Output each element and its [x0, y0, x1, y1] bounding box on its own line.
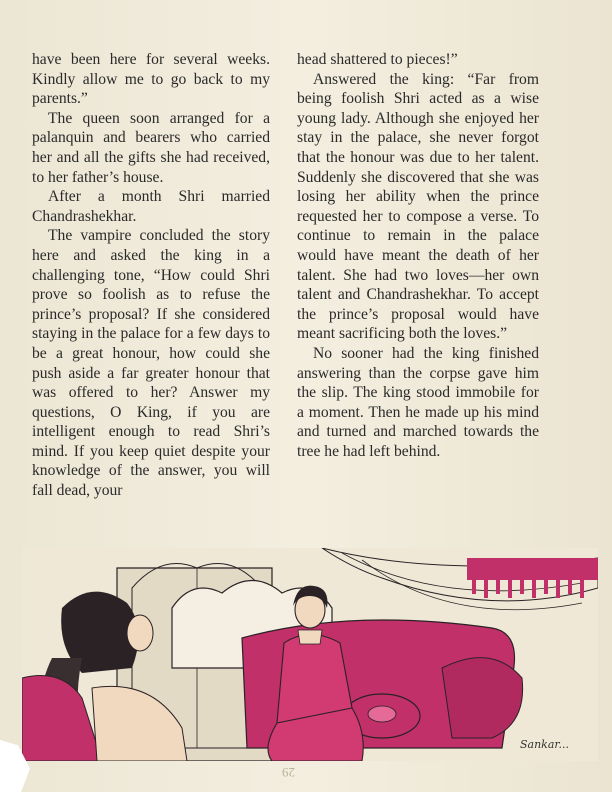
valance: [467, 558, 598, 580]
paragraph: The vampire concluded the story here and asked the king in a challenging tone, “How could Shri prove so foolish as to refuse the prince’s proposal? If she considered staying in the palace for a few days to be a great honour, how could she push aside a far greater honour that was offered to her? Answer my questions, O King, if you are intelligent enough to read Shri’s mind. If you keep quiet despite your knowledge of the answer, you will fall dead, your: [32, 227, 270, 500]
artist-signature: Sankar...: [520, 738, 569, 751]
paragraph: No sooner had the king finished answering than the corpse gave him the slip. The king stood immobile for a moment. Then he made up his mind and turned and marched towards the tree he had left behind.: [297, 344, 539, 460]
right-text-column: [297, 50, 539, 461]
paragraph: After a month Shri married Chandrashekhar.: [32, 188, 270, 225]
paragraph: The queen soon arranged for a palanquin and bearers who carried her and all the gifts she had received, to her father’s house.: [32, 109, 270, 186]
paragraph: have been here for several weeks. Kindly allow me to go back to my parents.”: [32, 51, 270, 108]
left-woman-face: [127, 615, 153, 651]
story-illustration: [22, 548, 598, 761]
paragraph: head shattered to pieces!”: [297, 51, 458, 68]
illustration-drawing: [22, 548, 598, 761]
page-number: 29: [282, 765, 295, 780]
left-text-column: [32, 50, 270, 501]
woman-neck: [298, 630, 322, 644]
cushion-center: [368, 706, 396, 722]
paragraph: Answered the king: “Far from being foolish Shri acted as a wise young lady. Although she enjoyed her stay in the palace, she never forgot that the honour was due to her talent. Suddenly she discovered that she was losing her ability when the prince requested her to compose a verse. To continue to remain in the palace would have meant the death of her talent. She had two loves—her own talent and Chandrashekhar. To accept the prince’s proposal would have meant sacrificing both the loves.”: [297, 70, 539, 343]
